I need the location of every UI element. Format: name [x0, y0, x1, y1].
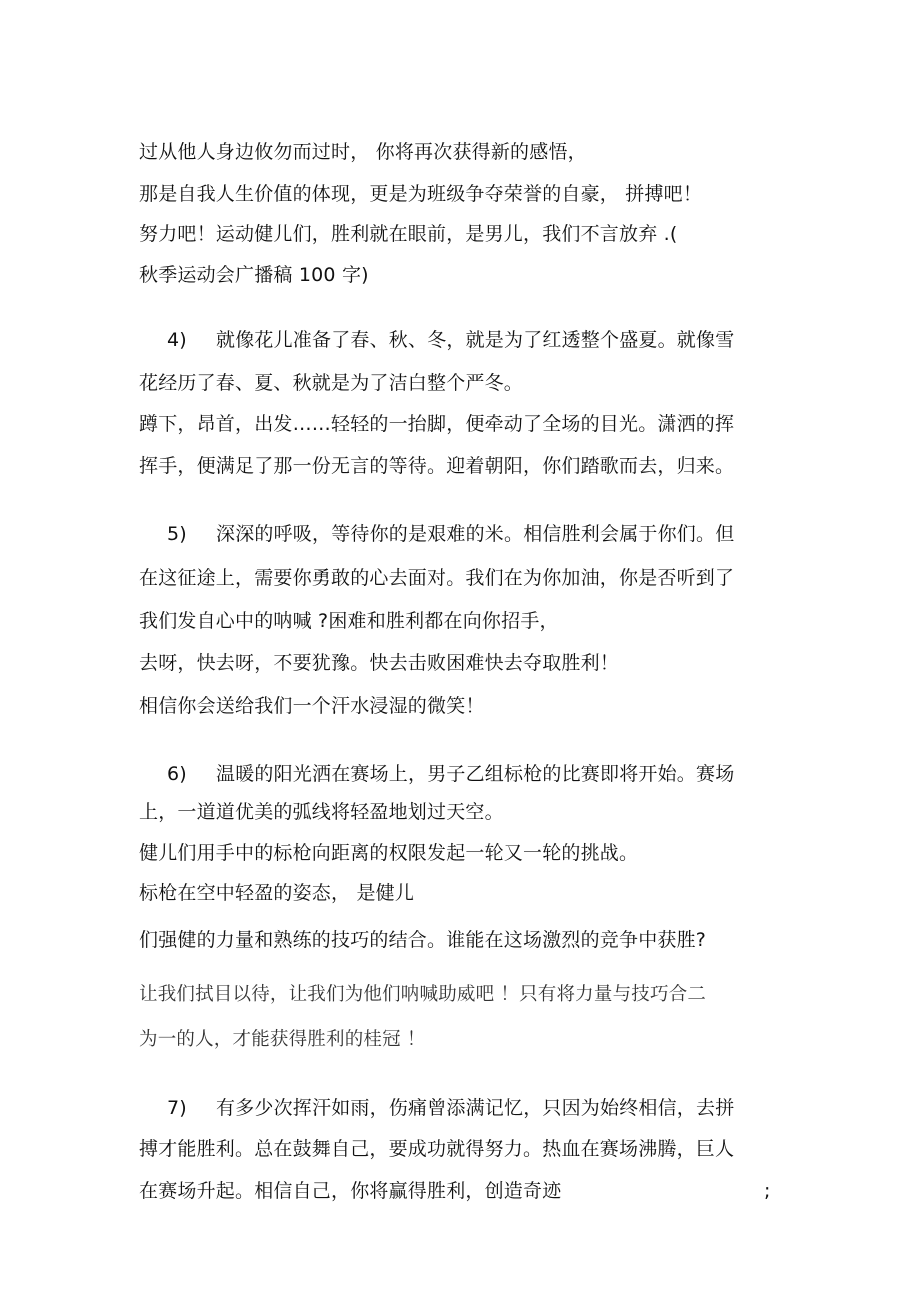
text-line: 过从他人身边攸勿而过时， 你将再次获得新的感悟， [139, 141, 587, 163]
text-line: 秋季运动会广播稿 100 字) [139, 264, 369, 286]
text-line: 花经历了春、夏、秋就是为了洁白整个严冬。 [139, 372, 524, 394]
item-6-first-line [139, 762, 734, 786]
text-line: 标枪在空中轻盈的姿态， 是健儿 [139, 882, 415, 904]
text-line: 温暖的阳光洒在赛场上，男子乙组标枪的比赛即将开始。赛场 [216, 763, 735, 785]
text-line: 们强健的力量和熟练的技巧的结合。谁能在这场激烈的竞争中获胜? [139, 929, 707, 951]
text-line: 为一的人，才能获得胜利的桂冠 ！ [139, 1029, 426, 1050]
text-line: 在赛场升起。相信自己，你将赢得胜利，创造奇迹 [139, 1180, 562, 1202]
text-line: 努力吧！运动健儿们，胜利就在眼前，是男儿，我们不言放弃 .( [139, 223, 678, 245]
item-7-first-line [139, 1096, 734, 1120]
text-line: 挥手，便满足了那一份无言的等待。迎着朝阳，你们踏歌而去，归来。 [139, 455, 735, 477]
text-line: 在这征途上，需要你勇敢的心去面对。我们在为你加油，你是否听到了 [139, 567, 735, 589]
text-line: 那是自我人生价值的体现，更是为班级争夺荣誉的自豪， 拼搏吧！ [139, 183, 703, 205]
text-line: 有多少次挥汗如雨，伤痛曾添满记忆，只因为始终相信，去拼 [216, 1097, 735, 1119]
text-line: 深深的呼吸，等待你的是艰难的米。相信胜利会属于你们。但 [216, 523, 735, 545]
text-line: 去呀，快去呀，不要犹豫。快去击败困难快去夺取胜利！ [139, 652, 620, 674]
item-number: 4) [167, 329, 187, 351]
item-number: 7) [167, 1097, 187, 1119]
text-line: 就像花儿准备了春、秋、冬，就是为了红透整个盛夏。就像雪 [216, 329, 735, 351]
item-number: 5) [167, 523, 187, 545]
item-number: 6) [167, 763, 187, 785]
item-4-first-line [139, 328, 734, 352]
item-5-first-line [139, 522, 734, 546]
text-line: 搏才能胜利。总在鼓舞自己，要成功就得努力。热血在赛场沸腾，巨人 [139, 1138, 735, 1160]
text-line: 相信你会送给我们一个汗水浸湿的微笑！ [139, 695, 485, 717]
text-line: 让我们拭目以待，让我们为他们呐喊助威吧 ！只有将力量与技巧合二 [139, 984, 707, 1005]
text-line: 蹲下，昂首，出发……轻轻的一抬脚，便牵动了全场的目光。潇洒的挥 [139, 413, 735, 435]
text-line: 健儿们用手中的标枪向距离的权限发起一轮又一轮的挑战。 [139, 842, 639, 864]
text-line: 上，一道道优美的弧线将轻盈地划过天空。 [139, 801, 504, 823]
trailing-semicolon: ; [764, 1180, 771, 1202]
text-line: 我们发自心中的呐喊 ?困难和胜利都在向你招手， [139, 610, 559, 632]
